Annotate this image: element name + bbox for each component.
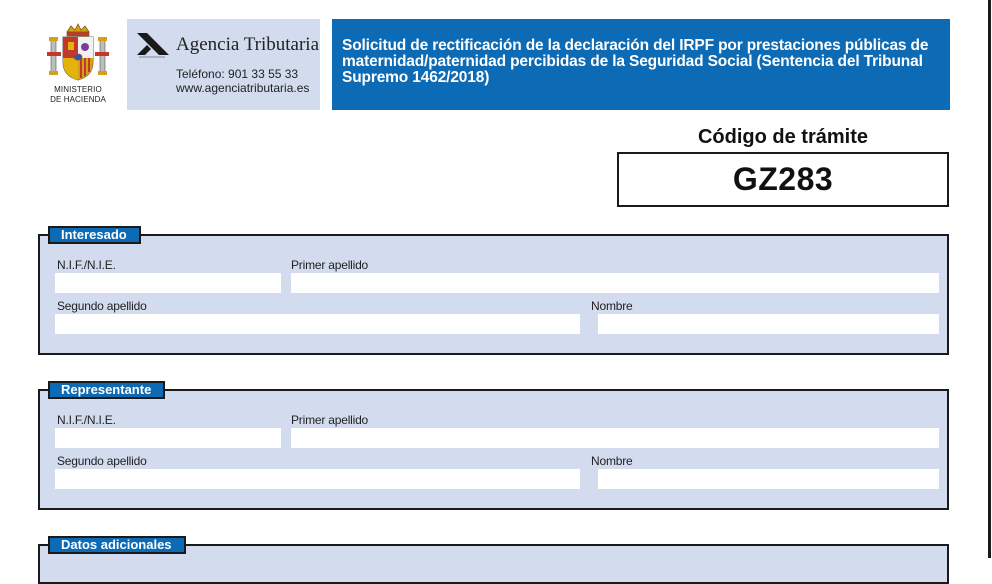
section-title-datos-adicionales: Datos adicionales [48, 536, 186, 554]
primer-apellido-label: Primer apellido [291, 258, 369, 272]
section-title-interesado: Interesado [48, 226, 141, 244]
section-title-representante: Representante [48, 381, 165, 399]
interesado-primer-apellido-field[interactable] [291, 273, 939, 293]
ministry-logo [40, 22, 116, 110]
ministry-name-line-1: MINISTERIO [54, 85, 102, 94]
nombre-label: Nombre [591, 454, 633, 468]
page-right-rule [988, 0, 991, 558]
section-datos-adicionales [38, 537, 949, 584]
section-representante [38, 382, 949, 510]
agency-logo-icon [137, 33, 169, 59]
section-interesado [38, 227, 949, 355]
nombre-label: Nombre [591, 299, 633, 313]
representante-primer-apellido-field[interactable] [291, 428, 939, 448]
representante-nif-field[interactable] [55, 428, 281, 448]
agency-name: Agencia Tributaria [176, 34, 320, 55]
procedure-code-label: Código de trámite [697, 126, 868, 148]
interesado-segundo-apellido-field[interactable] [55, 314, 580, 334]
representante-segundo-apellido-field[interactable] [55, 469, 580, 489]
agency-website: www.agenciatributaria.es [176, 81, 310, 95]
agency-box [127, 19, 320, 110]
representante-nombre-field[interactable] [598, 469, 939, 489]
coat-of-arms-icon [45, 22, 111, 84]
nif-label: N.I.F./N.I.E. [57, 258, 116, 272]
nif-label: N.I.F./N.I.E. [57, 413, 116, 427]
form-title: Solicitud de rectificación de la declaración del IRPF por prestaciones públicas de maternidad/paternidad percibidas de la Seguridad Social (Sentencia del Tribunal Supremo 1462/2018) [332, 19, 950, 110]
agency-phone: Teléfono: 901 33 55 33 [176, 67, 299, 81]
primer-apellido-label: Primer apellido [291, 413, 369, 427]
ministry-name-line-2: DE HACIENDA [50, 95, 106, 104]
interesado-nombre-field[interactable] [598, 314, 939, 334]
procedure-code: GZ283 [617, 152, 949, 207]
segundo-apellido-label: Segundo apellido [57, 454, 147, 468]
interesado-nif-field[interactable] [55, 273, 281, 293]
segundo-apellido-label: Segundo apellido [57, 299, 147, 313]
